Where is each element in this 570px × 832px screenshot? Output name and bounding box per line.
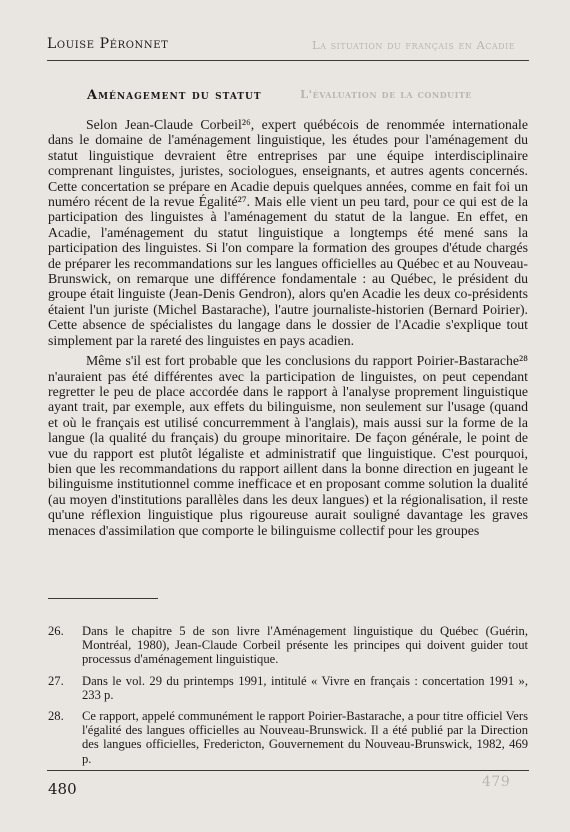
footnote-number: 26.	[48, 624, 64, 638]
footnote-number: 28.	[48, 709, 64, 724]
footnote-rule	[48, 598, 158, 599]
body-text	[48, 117, 528, 543]
bleed-through-page-number: 479	[482, 774, 511, 790]
footnote-text: Ce rapport, appelé communément le rapport Poirier-Bastarache, a pour titre officiel Vers l'égalité des langues officielles au Nouveau-Brunswick. Il a été publié par la Direction des langues officielles, Fredericton, Gouvernement du Nouveau-Brunswick, 1982, 469 p.	[82, 709, 528, 766]
footnote	[48, 624, 528, 667]
footnote	[48, 674, 528, 702]
footnotes	[48, 624, 528, 773]
section-title: Aménagement du statut	[87, 88, 262, 103]
footnote-text: Dans le vol. 29 du printemps 1991, intitulé « Vivre en français : concertation 1991 », 233 p.	[82, 673, 528, 702]
paragraph: Même s'il est fort probable que les conclusions du rapport Poirier-Bastarache²⁸ n'auraient pas été différentes avec la participation de linguistes, on peut cependant regretter le peu de place accordée dans le rapport à l'analyse proprement linguistique ayant trait, par exemple, aux effets du bilinguisme, non seulement sur l'usage (quand et où le français est utilisé concurremment à l'anglais), mais aussi sur la forme de la langue (la qualité du français) du groupe minoritaire. De façon générale, le point de vue du rapport est plutôt légaliste et administratif que linguistique. C'est pourquoi, bien que les recommandations du rapport aillent dans la bonne direction en jugeant le bilinguisme institutionnel comme inefficace et en proposant comme solution la dualité (au moyen d'institutions parallèles dans les deux langues) et la régionalisation, il reste qu'une réflexion linguistique plus rigoureuse aurait souligné davantage les graves menaces d'assimilation que comporte le bilinguisme collectif pour les groupes	[48, 353, 528, 538]
footnote-text: Dans le chapitre 5 de son livre l'Aménagement linguistique du Québec (Guérin, Montréal, 1980), Jean-Claude Corbeil présente les principes qui doivent guider tout processus d'aménagement linguistique.	[82, 624, 528, 667]
footnote	[48, 709, 528, 766]
footer-rule	[47, 770, 529, 771]
page-number: 480	[48, 780, 77, 798]
paragraph: Selon Jean-Claude Corbeil²⁶, expert québécois de renommée internationale dans le domaine de l'aménagement linguistique, les études pour l'aménagement du statut linguistique devraient être entreprises par une équipe interdisciplinaire comprenant linguistes, juristes, sociologues, enseignants, et autres agents concernés. Cette concertation se prépare en Acadie depuis quelques années, comme en fait foi un numéro récent de la revue Égalité²⁷. Mais elle vient un peu tard, pour ce qui est de la participation des linguistes à l'aménagement du statut de la langue. En effet, en Acadie, l'aménagement du statut linguistique a longtemps été mené sans la participation des linguistes. Si l'on compare la formation des groupes d'étude chargés de préparer les recommandations sur les langues officielles au Québec et au Nouveau-Brunswick, on remarque une différence fondamentale : au Québec, le président du groupe était linguiste (Jean-Denis Gendron), alors qu'en Acadie les deux co-présidents étaient l'un juriste (Michel Bastarache), l'autre journaliste-historien (Bernard Poirier). Cette absence de spécialistes du langage dans le dossier de l'Acadie s'explique tout simplement par la rareté des linguistes en pays acadien.	[48, 117, 528, 348]
header-rule	[47, 60, 529, 61]
bleed-through-section-title: L'évaluation de la conduite	[300, 87, 472, 101]
running-head: Louise Péronnet	[47, 36, 169, 52]
bleed-through-running-head: La situation du français en Acadie	[312, 38, 516, 52]
footnote-number: 27.	[48, 673, 64, 688]
